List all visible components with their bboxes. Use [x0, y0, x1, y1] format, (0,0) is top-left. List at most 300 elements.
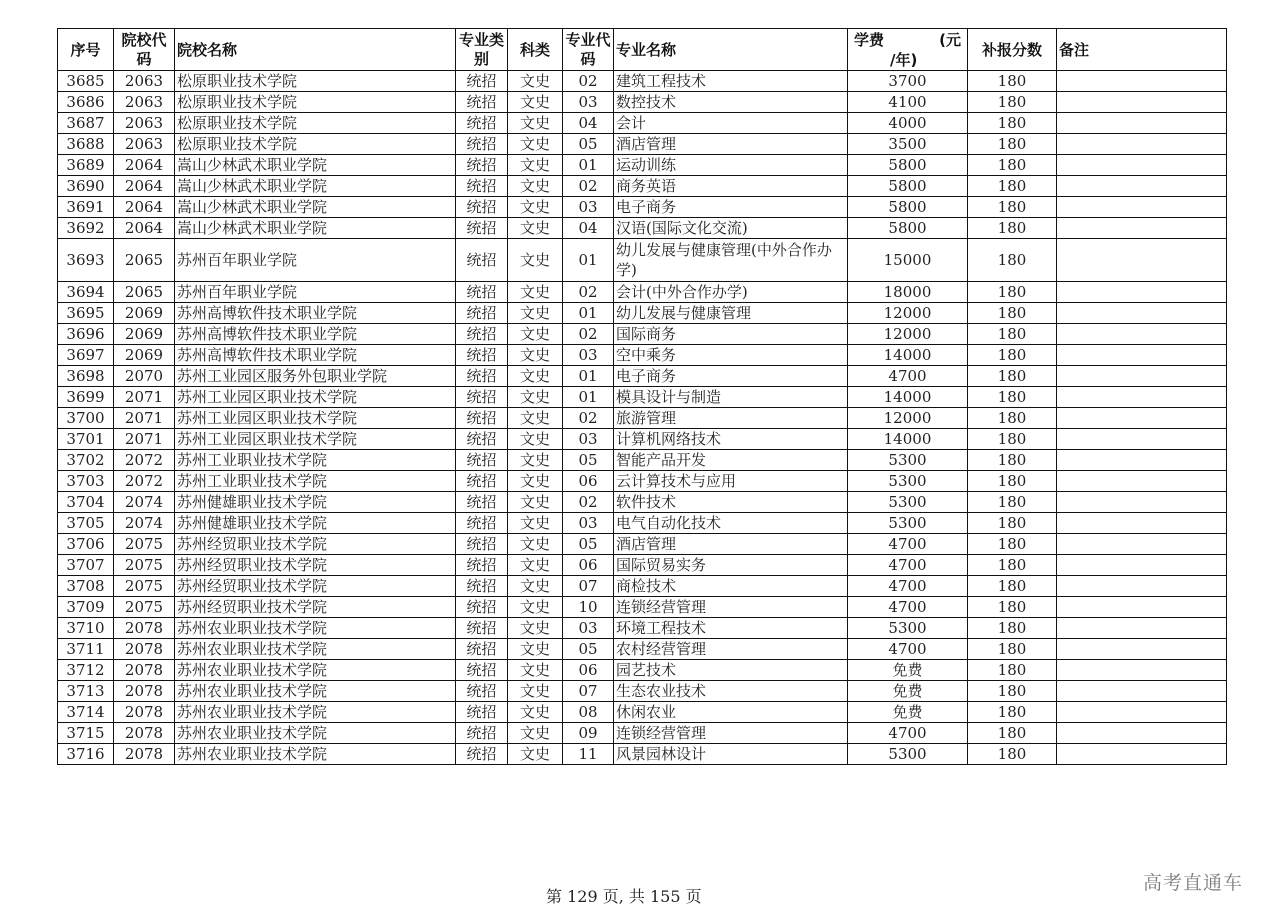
- cell-subject: 文史: [508, 387, 563, 408]
- cell-major-name: 幼儿发展与健康管理: [614, 303, 848, 324]
- cell-major-type: 统招: [456, 513, 508, 534]
- cell-score: 180: [968, 723, 1057, 744]
- page-number: 第 129 页, 共 155 页: [546, 887, 702, 906]
- header-score: 补报分数: [968, 29, 1057, 71]
- cell-score: 180: [968, 176, 1057, 197]
- cell-school-name: 苏州工业园区职业技术学院: [175, 387, 456, 408]
- cell-note: [1057, 71, 1227, 92]
- header-major-type-label: 专业类别: [458, 30, 504, 68]
- cell-school-name: 苏州经贸职业技术学院: [175, 597, 456, 618]
- watermark: 高考直通车: [1143, 872, 1244, 894]
- cell-fee: 4700: [848, 597, 968, 618]
- cell-note: [1057, 408, 1227, 429]
- table-row: [58, 71, 1227, 92]
- cell-major-type: 统招: [456, 345, 508, 366]
- cell-note: [1057, 471, 1227, 492]
- cell-major-code: 06: [563, 471, 614, 492]
- cell-major-name: 空中乘务: [614, 345, 848, 366]
- cell-major-type: 统招: [456, 450, 508, 471]
- cell-major-type: 统招: [456, 471, 508, 492]
- cell-major-code: 06: [563, 660, 614, 681]
- cell-seq: 3704: [58, 492, 114, 513]
- cell-note: [1057, 450, 1227, 471]
- cell-major-type: 统招: [456, 71, 508, 92]
- cell-major-name: 连锁经营管理: [614, 723, 848, 744]
- cell-major-type: 统招: [456, 239, 508, 282]
- cell-fee: 14000: [848, 345, 968, 366]
- table-row: [58, 366, 1227, 387]
- cell-fee: 5300: [848, 744, 968, 765]
- cell-major-code: 07: [563, 681, 614, 702]
- cell-major-type: 统招: [456, 324, 508, 345]
- cell-school-code: 2072: [114, 450, 175, 471]
- cell-school-code: 2074: [114, 492, 175, 513]
- cell-fee: 12000: [848, 303, 968, 324]
- cell-school-name: 苏州工业园区职业技术学院: [175, 408, 456, 429]
- cell-school-name: 松原职业技术学院: [175, 92, 456, 113]
- cell-major-name: 云计算技术与应用: [614, 471, 848, 492]
- cell-score: 180: [968, 218, 1057, 239]
- cell-subject: 文史: [508, 702, 563, 723]
- cell-subject: 文史: [508, 155, 563, 176]
- cell-note: [1057, 723, 1227, 744]
- cell-major-name: 会计: [614, 113, 848, 134]
- cell-major-name: 国际贸易实务: [614, 555, 848, 576]
- cell-score: 180: [968, 303, 1057, 324]
- header-school-code-label: 院校代码: [121, 30, 167, 68]
- cell-major-code: 03: [563, 618, 614, 639]
- cell-school-code: 2064: [114, 155, 175, 176]
- cell-score: 180: [968, 576, 1057, 597]
- cell-seq: 3688: [58, 134, 114, 155]
- cell-school-code: 2074: [114, 513, 175, 534]
- cell-school-code: 2075: [114, 597, 175, 618]
- cell-fee: 4700: [848, 534, 968, 555]
- cell-major-code: 01: [563, 387, 614, 408]
- table-row: [58, 303, 1227, 324]
- cell-school-name: 苏州经贸职业技术学院: [175, 576, 456, 597]
- cell-score: 180: [968, 702, 1057, 723]
- cell-school-name: 苏州健雄职业技术学院: [175, 492, 456, 513]
- cell-school-code: 2071: [114, 387, 175, 408]
- cell-seq: 3699: [58, 387, 114, 408]
- cell-fee: 4700: [848, 576, 968, 597]
- cell-major-code: 03: [563, 92, 614, 113]
- cell-major-name: 幼儿发展与健康管理(中外合作办学): [614, 239, 848, 282]
- cell-major-type: 统招: [456, 197, 508, 218]
- table-row: [58, 618, 1227, 639]
- cell-major-name: 模具设计与制造: [614, 387, 848, 408]
- cell-seq: 3690: [58, 176, 114, 197]
- cell-major-code: 04: [563, 218, 614, 239]
- cell-note: [1057, 660, 1227, 681]
- cell-major-name: 电子商务: [614, 197, 848, 218]
- cell-subject: 文史: [508, 681, 563, 702]
- cell-school-code: 2071: [114, 408, 175, 429]
- cell-fee: 4700: [848, 555, 968, 576]
- cell-note: [1057, 303, 1227, 324]
- cell-school-name: 苏州高博软件技术职业学院: [175, 324, 456, 345]
- cell-subject: 文史: [508, 134, 563, 155]
- cell-seq: 3685: [58, 71, 114, 92]
- cell-note: [1057, 324, 1227, 345]
- header-note: 备注: [1057, 29, 1227, 71]
- cell-seq: 3709: [58, 597, 114, 618]
- cell-school-name: 苏州工业园区职业技术学院: [175, 429, 456, 450]
- cell-school-name: 苏州百年职业学院: [175, 282, 456, 303]
- cell-subject: 文史: [508, 239, 563, 282]
- cell-major-name: 数控技术: [614, 92, 848, 113]
- table-row: [58, 218, 1227, 239]
- cell-major-type: 统招: [456, 408, 508, 429]
- cell-fee: 5300: [848, 492, 968, 513]
- cell-score: 180: [968, 134, 1057, 155]
- cell-note: [1057, 218, 1227, 239]
- cell-note: [1057, 239, 1227, 282]
- cell-major-name: 风景园林设计: [614, 744, 848, 765]
- cell-fee: 14000: [848, 387, 968, 408]
- cell-subject: 文史: [508, 176, 563, 197]
- cell-seq: 3707: [58, 555, 114, 576]
- cell-major-code: 03: [563, 429, 614, 450]
- cell-school-name: 松原职业技术学院: [175, 71, 456, 92]
- cell-major-code: 09: [563, 723, 614, 744]
- header-major-name: 专业名称: [614, 29, 848, 71]
- table-row: [58, 723, 1227, 744]
- table-row: [58, 155, 1227, 176]
- cell-score: 180: [968, 366, 1057, 387]
- cell-score: 180: [968, 113, 1057, 134]
- cell-fee: 免费: [848, 702, 968, 723]
- table-row: [58, 92, 1227, 113]
- cell-major-code: 04: [563, 113, 614, 134]
- cell-school-code: 2078: [114, 744, 175, 765]
- cell-score: 180: [968, 429, 1057, 450]
- table-row: [58, 282, 1227, 303]
- cell-major-code: 02: [563, 282, 614, 303]
- cell-school-name: 嵩山少林武术职业学院: [175, 197, 456, 218]
- cell-score: 180: [968, 324, 1057, 345]
- cell-school-name: 苏州健雄职业技术学院: [175, 513, 456, 534]
- cell-major-name: 建筑工程技术: [614, 71, 848, 92]
- cell-score: 180: [968, 639, 1057, 660]
- cell-fee: 5300: [848, 471, 968, 492]
- cell-school-name: 苏州高博软件技术职业学院: [175, 345, 456, 366]
- cell-score: 180: [968, 282, 1057, 303]
- cell-seq: 3714: [58, 702, 114, 723]
- cell-school-name: 苏州工业职业技术学院: [175, 450, 456, 471]
- cell-seq: 3691: [58, 197, 114, 218]
- cell-note: [1057, 534, 1227, 555]
- table-row: [58, 534, 1227, 555]
- cell-major-code: 02: [563, 408, 614, 429]
- cell-note: [1057, 134, 1227, 155]
- cell-school-code: 2071: [114, 429, 175, 450]
- cell-major-type: 统招: [456, 218, 508, 239]
- cell-subject: 文史: [508, 303, 563, 324]
- table-row: [58, 513, 1227, 534]
- cell-major-type: 统招: [456, 134, 508, 155]
- cell-subject: 文史: [508, 513, 563, 534]
- cell-school-code: 2070: [114, 366, 175, 387]
- cell-subject: 文史: [508, 618, 563, 639]
- cell-subject: 文史: [508, 408, 563, 429]
- header-seq: 序号: [58, 29, 114, 71]
- cell-seq: 3711: [58, 639, 114, 660]
- cell-major-name: 汉语(国际文化交流): [614, 218, 848, 239]
- cell-major-code: 01: [563, 155, 614, 176]
- table-row: [58, 639, 1227, 660]
- table-row: [58, 429, 1227, 450]
- cell-seq: 3701: [58, 429, 114, 450]
- cell-subject: 文史: [508, 555, 563, 576]
- cell-fee: 4000: [848, 113, 968, 134]
- cell-major-type: 统招: [456, 576, 508, 597]
- cell-major-name: 环境工程技术: [614, 618, 848, 639]
- cell-major-type: 统招: [456, 534, 508, 555]
- cell-school-name: 松原职业技术学院: [175, 113, 456, 134]
- cell-major-code: 05: [563, 534, 614, 555]
- cell-subject: 文史: [508, 218, 563, 239]
- cell-school-name: 苏州工业园区服务外包职业学院: [175, 366, 456, 387]
- cell-fee: 免费: [848, 660, 968, 681]
- cell-major-code: 05: [563, 134, 614, 155]
- cell-subject: 文史: [508, 597, 563, 618]
- cell-fee: 5800: [848, 176, 968, 197]
- cell-major-type: 统招: [456, 303, 508, 324]
- cell-major-name: 国际商务: [614, 324, 848, 345]
- cell-major-code: 02: [563, 492, 614, 513]
- cell-school-name: 苏州农业职业技术学院: [175, 660, 456, 681]
- cell-school-code: 2064: [114, 197, 175, 218]
- header-school-code: [114, 29, 175, 71]
- cell-major-type: 统招: [456, 492, 508, 513]
- cell-score: 180: [968, 345, 1057, 366]
- header-fee-part2: (元: [939, 30, 961, 49]
- cell-fee: 14000: [848, 429, 968, 450]
- cell-subject: 文史: [508, 71, 563, 92]
- cell-note: [1057, 702, 1227, 723]
- cell-school-code: 2069: [114, 345, 175, 366]
- cell-major-type: 统招: [456, 366, 508, 387]
- cell-note: [1057, 345, 1227, 366]
- cell-school-name: 嵩山少林武术职业学院: [175, 218, 456, 239]
- table-row: [58, 324, 1227, 345]
- cell-major-type: 统招: [456, 639, 508, 660]
- cell-major-name: 休闲农业: [614, 702, 848, 723]
- cell-school-code: 2063: [114, 134, 175, 155]
- cell-school-code: 2075: [114, 534, 175, 555]
- table-row: [58, 197, 1227, 218]
- cell-major-type: 统招: [456, 555, 508, 576]
- cell-score: 180: [968, 155, 1057, 176]
- cell-major-type: 统招: [456, 702, 508, 723]
- cell-score: 180: [968, 660, 1057, 681]
- cell-school-name: 苏州农业职业技术学院: [175, 702, 456, 723]
- cell-major-type: 统招: [456, 176, 508, 197]
- cell-major-name: 连锁经营管理: [614, 597, 848, 618]
- cell-school-code: 2075: [114, 555, 175, 576]
- cell-seq: 3712: [58, 660, 114, 681]
- cell-score: 180: [968, 71, 1057, 92]
- cell-school-code: 2078: [114, 660, 175, 681]
- cell-seq: 3692: [58, 218, 114, 239]
- cell-subject: 文史: [508, 744, 563, 765]
- cell-school-code: 2063: [114, 113, 175, 134]
- cell-seq: 3703: [58, 471, 114, 492]
- cell-seq: 3710: [58, 618, 114, 639]
- cell-subject: 文史: [508, 534, 563, 555]
- cell-major-type: 统招: [456, 744, 508, 765]
- cell-score: 180: [968, 744, 1057, 765]
- table-row: [58, 239, 1227, 282]
- cell-major-code: 01: [563, 366, 614, 387]
- cell-note: [1057, 555, 1227, 576]
- cell-major-name: 软件技术: [614, 492, 848, 513]
- cell-major-name: 会计(中外合作办学): [614, 282, 848, 303]
- cell-major-code: 02: [563, 71, 614, 92]
- table-header-row: [58, 29, 1227, 71]
- cell-school-code: 2072: [114, 471, 175, 492]
- cell-seq: 3706: [58, 534, 114, 555]
- cell-major-code: 05: [563, 639, 614, 660]
- cell-school-name: 苏州经贸职业技术学院: [175, 555, 456, 576]
- cell-major-type: 统招: [456, 155, 508, 176]
- cell-seq: 3696: [58, 324, 114, 345]
- cell-score: 180: [968, 597, 1057, 618]
- cell-seq: 3708: [58, 576, 114, 597]
- cell-major-name: 商务英语: [614, 176, 848, 197]
- table-row: [58, 345, 1227, 366]
- cell-score: 180: [968, 471, 1057, 492]
- cell-fee: 5800: [848, 155, 968, 176]
- cell-major-type: 统招: [456, 282, 508, 303]
- table-row: [58, 471, 1227, 492]
- cell-note: [1057, 387, 1227, 408]
- cell-major-name: 运动训练: [614, 155, 848, 176]
- cell-seq: 3713: [58, 681, 114, 702]
- cell-fee: 12000: [848, 408, 968, 429]
- cell-major-code: 11: [563, 744, 614, 765]
- cell-seq: 3698: [58, 366, 114, 387]
- cell-score: 180: [968, 197, 1057, 218]
- header-fee-part1: 学费: [854, 30, 885, 49]
- cell-seq: 3715: [58, 723, 114, 744]
- cell-note: [1057, 176, 1227, 197]
- cell-fee: 5300: [848, 450, 968, 471]
- cell-fee: 5800: [848, 218, 968, 239]
- cell-school-code: 2078: [114, 639, 175, 660]
- admissions-table: [57, 28, 1227, 765]
- cell-note: [1057, 576, 1227, 597]
- cell-subject: 文史: [508, 92, 563, 113]
- cell-major-code: 03: [563, 513, 614, 534]
- table-row: [58, 576, 1227, 597]
- cell-school-code: 2069: [114, 324, 175, 345]
- cell-school-code: 2063: [114, 71, 175, 92]
- cell-major-name: 商检技术: [614, 576, 848, 597]
- header-fee-label: [850, 30, 965, 70]
- cell-school-name: 苏州百年职业学院: [175, 239, 456, 282]
- cell-note: [1057, 155, 1227, 176]
- cell-seq: 3705: [58, 513, 114, 534]
- cell-major-name: 旅游管理: [614, 408, 848, 429]
- cell-school-code: 2064: [114, 218, 175, 239]
- cell-major-code: 08: [563, 702, 614, 723]
- cell-school-code: 2078: [114, 681, 175, 702]
- cell-major-name: 电气自动化技术: [614, 513, 848, 534]
- cell-score: 180: [968, 513, 1057, 534]
- header-major-code-label: 专业代码: [565, 30, 611, 68]
- cell-note: [1057, 492, 1227, 513]
- cell-score: 180: [968, 387, 1057, 408]
- cell-school-name: 嵩山少林武术职业学院: [175, 155, 456, 176]
- table-row: [58, 744, 1227, 765]
- cell-fee: 3500: [848, 134, 968, 155]
- cell-major-type: 统招: [456, 681, 508, 702]
- cell-seq: 3689: [58, 155, 114, 176]
- cell-fee: 4100: [848, 92, 968, 113]
- cell-note: [1057, 197, 1227, 218]
- cell-seq: 3697: [58, 345, 114, 366]
- table-row: [58, 681, 1227, 702]
- cell-major-type: 统招: [456, 92, 508, 113]
- cell-subject: 文史: [508, 345, 563, 366]
- cell-score: 180: [968, 92, 1057, 113]
- cell-note: [1057, 681, 1227, 702]
- cell-school-name: 嵩山少林武术职业学院: [175, 176, 456, 197]
- cell-major-code: 02: [563, 324, 614, 345]
- cell-school-code: 2078: [114, 702, 175, 723]
- cell-seq: 3693: [58, 239, 114, 282]
- cell-school-code: 2065: [114, 239, 175, 282]
- cell-major-type: 统招: [456, 618, 508, 639]
- cell-major-code: 07: [563, 576, 614, 597]
- cell-subject: 文史: [508, 324, 563, 345]
- cell-school-name: 松原职业技术学院: [175, 134, 456, 155]
- table-row: [58, 597, 1227, 618]
- table-row: [58, 408, 1227, 429]
- cell-major-code: 03: [563, 345, 614, 366]
- cell-fee: 12000: [848, 324, 968, 345]
- cell-school-name: 苏州农业职业技术学院: [175, 744, 456, 765]
- cell-seq: 3700: [58, 408, 114, 429]
- cell-score: 180: [968, 450, 1057, 471]
- cell-major-name: 生态农业技术: [614, 681, 848, 702]
- cell-subject: 文史: [508, 723, 563, 744]
- cell-fee: 5300: [848, 618, 968, 639]
- cell-score: 180: [968, 239, 1057, 282]
- cell-major-code: 05: [563, 450, 614, 471]
- cell-note: [1057, 113, 1227, 134]
- cell-major-type: 统招: [456, 113, 508, 134]
- cell-fee: 3700: [848, 71, 968, 92]
- table-row: [58, 555, 1227, 576]
- cell-note: [1057, 282, 1227, 303]
- cell-seq: 3716: [58, 744, 114, 765]
- cell-subject: 文史: [508, 113, 563, 134]
- cell-school-code: 2078: [114, 723, 175, 744]
- cell-school-code: 2069: [114, 303, 175, 324]
- table-row: [58, 176, 1227, 197]
- cell-major-code: 02: [563, 176, 614, 197]
- table-row: [58, 702, 1227, 723]
- cell-score: 180: [968, 618, 1057, 639]
- cell-seq: 3702: [58, 450, 114, 471]
- cell-subject: 文史: [508, 429, 563, 450]
- cell-seq: 3687: [58, 113, 114, 134]
- header-school-name: 院校名称: [175, 29, 456, 71]
